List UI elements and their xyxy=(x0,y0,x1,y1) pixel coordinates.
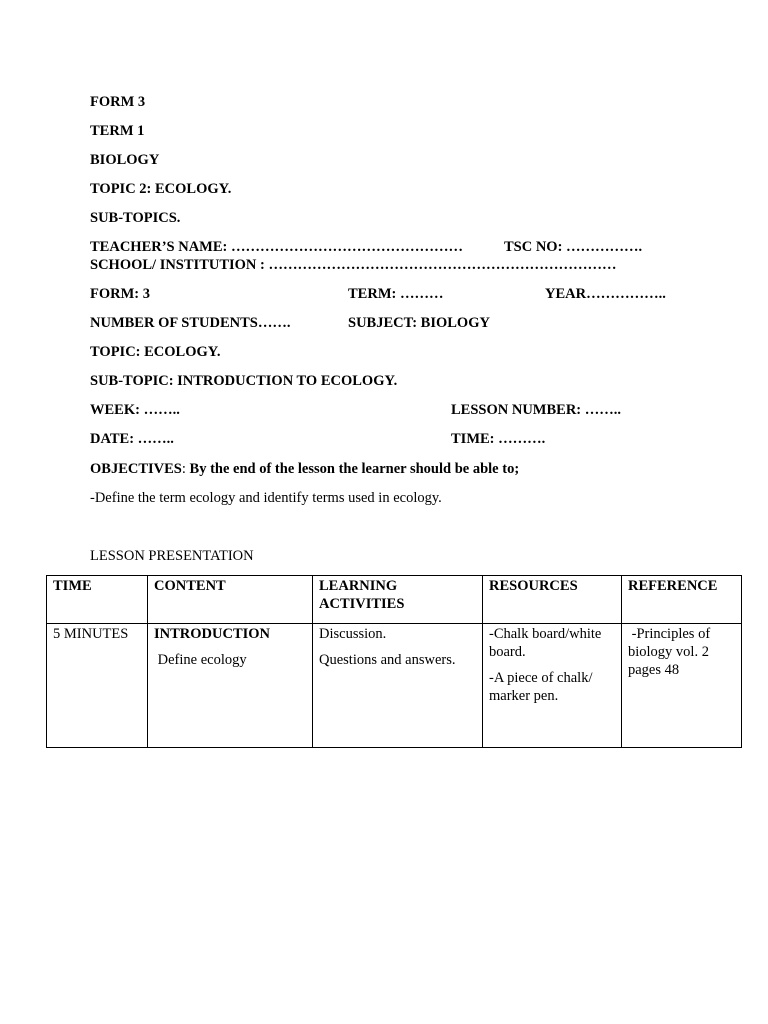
subject-heading: BIOLOGY xyxy=(90,152,160,168)
number-of-students-field: NUMBER OF STUDENTS……. xyxy=(90,315,291,331)
reference-text: -Principles of biology vol. 2 pages 48 xyxy=(628,626,714,678)
school-field: SCHOOL/ INSTITUTION : ……………………………………………………………… xyxy=(90,257,617,273)
topic-field: TOPIC: ECOLOGY. xyxy=(90,344,221,360)
header-reference: REFERENCE xyxy=(622,576,742,624)
teacher-name-field: TEACHER’S NAME: ………………………………………… xyxy=(90,239,463,255)
table-row xyxy=(47,624,742,748)
activity-questions: Questions and answers. xyxy=(319,652,456,668)
objectives-line xyxy=(90,461,519,478)
form-heading: FORM 3 xyxy=(90,94,146,110)
year-field: YEAR…………….. xyxy=(545,286,666,302)
resource-board: -Chalk board/white board. xyxy=(489,626,602,660)
subject-field: SUBJECT: BIOLOGY xyxy=(348,315,490,331)
subtopics-heading: SUB-TOPICS. xyxy=(90,210,181,226)
lesson-presentation-title: LESSON PRESENTATION xyxy=(90,548,254,564)
term-heading: TERM 1 xyxy=(90,123,145,139)
content-text: Define ecology xyxy=(154,652,247,668)
objectives-lead: By the end of the lesson the learner should be able to; xyxy=(189,461,520,477)
cell-time: 5 MINUTES xyxy=(47,624,148,748)
tsc-number-field: TSC NO: ……………. xyxy=(504,239,643,255)
objectives-label: OBJECTIVES xyxy=(90,461,182,477)
subtopic-field: SUB-TOPIC: INTRODUCTION TO ECOLOGY. xyxy=(90,373,398,389)
week-field: WEEK: …….. xyxy=(90,402,180,418)
objectives-separator: : xyxy=(181,461,190,477)
lesson-plan-table xyxy=(46,575,742,748)
table-header-row xyxy=(47,576,742,624)
objective-item: -Define the term ecology and identify terms used in ecology. xyxy=(90,490,442,506)
content-heading: INTRODUCTION xyxy=(154,626,271,642)
activity-discussion: Discussion. xyxy=(319,626,387,642)
cell-resources xyxy=(483,624,622,748)
term-field: TERM: ……… xyxy=(348,286,444,302)
time-field: TIME: ………. xyxy=(451,431,546,447)
date-field: DATE: …….. xyxy=(90,431,174,447)
lesson-number-field: LESSON NUMBER: …….. xyxy=(451,402,621,418)
cell-reference xyxy=(622,624,742,748)
cell-content xyxy=(148,624,313,748)
header-time: TIME xyxy=(47,576,148,624)
header-resources: RESOURCES xyxy=(483,576,622,624)
header-content: CONTENT xyxy=(148,576,313,624)
form-field: FORM: 3 xyxy=(90,286,150,302)
header-learning-activities: LEARNING ACTIVITIES xyxy=(313,576,483,624)
topic-heading: TOPIC 2: ECOLOGY. xyxy=(90,181,232,197)
cell-activities xyxy=(313,624,483,748)
resource-chalk: -A piece of chalk/ marker pen. xyxy=(489,670,593,704)
